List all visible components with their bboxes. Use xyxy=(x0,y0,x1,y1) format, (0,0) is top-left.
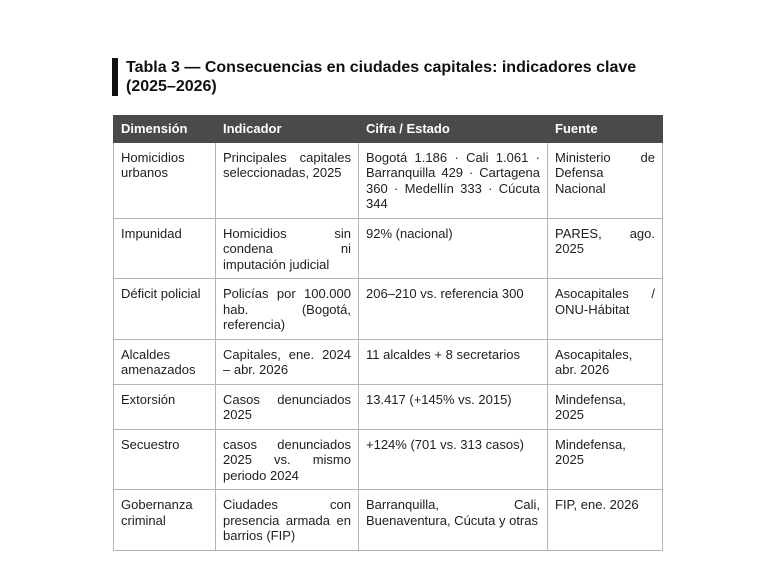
cell-dimension: Alcaldes amenazados xyxy=(114,339,216,384)
cell-indicador: Ciudades con presencia armada en barrios (FIP) xyxy=(216,490,359,551)
cell-fuente: Mindefensa, 2025 xyxy=(548,384,663,429)
cell-cifra: +124% (701 vs. 313 casos) xyxy=(359,429,548,490)
cell-cifra: 11 alcaldes + 8 secretarios xyxy=(359,339,548,384)
table-title: Tabla 3 — Consecuencias en ciudades capitales: indicadores clave (2025–2026) xyxy=(126,59,637,95)
table-row xyxy=(114,218,663,279)
header-fuente: Fuente xyxy=(548,116,663,143)
cell-dimension: Déficit policial xyxy=(114,279,216,340)
cell-cifra: Bogotá 1.186 · Cali 1.061 · Barranquilla 429 · Cartagena 360 · Medellín 333 · Cúcuta 344 xyxy=(359,142,548,218)
header-dimension: Dimensión xyxy=(114,116,216,143)
cell-dimension: Impunidad xyxy=(114,218,216,279)
table-row xyxy=(114,384,663,429)
table-row xyxy=(114,429,663,490)
cell-dimension: Gobernanza criminal xyxy=(114,490,216,551)
table-title-block xyxy=(112,58,686,96)
cell-indicador: Homicidios sin condena ni imputación judicial xyxy=(216,218,359,279)
cell-fuente: Asocapitales, abr. 2026 xyxy=(548,339,663,384)
table-row xyxy=(114,142,663,218)
cell-indicador: Capitales, ene. 2024 – abr. 2026 xyxy=(216,339,359,384)
table-row xyxy=(114,279,663,340)
cell-indicador: casos denunciados 2025 vs. mismo periodo 2024 xyxy=(216,429,359,490)
table-row xyxy=(114,490,663,551)
indicators-table xyxy=(113,115,663,551)
cell-cifra: 206–210 vs. referencia 300 xyxy=(359,279,548,340)
header-cifra: Cifra / Estado xyxy=(359,116,548,143)
cell-fuente: FIP, ene. 2026 xyxy=(548,490,663,551)
cell-fuente: PARES, ago. 2025 xyxy=(548,218,663,279)
header-indicador: Indicador xyxy=(216,116,359,143)
cell-dimension: Extorsión xyxy=(114,384,216,429)
cell-cifra: Barranquilla, Cali, Buenaventura, Cúcuta y otras xyxy=(359,490,548,551)
cell-cifra: 13.417 (+145% vs. 2015) xyxy=(359,384,548,429)
cell-indicador: Policías por 100.000 hab. (Bogotá, referencia) xyxy=(216,279,359,340)
cell-fuente: Ministerio de Defensa Nacional xyxy=(548,142,663,218)
cell-cifra: 92% (nacional) xyxy=(359,218,548,279)
cell-fuente: Mindefensa, 2025 xyxy=(548,429,663,490)
table-row xyxy=(114,339,663,384)
cell-fuente: Asocapitales / ONU-Hábitat xyxy=(548,279,663,340)
table-header-row xyxy=(114,116,663,143)
cell-dimension: Homicidios urbanos xyxy=(114,142,216,218)
cell-indicador: Principales capitales seleccionadas, 2025 xyxy=(216,142,359,218)
cell-indicador: Casos denunciados 2025 xyxy=(216,384,359,429)
cell-dimension: Secuestro xyxy=(114,429,216,490)
